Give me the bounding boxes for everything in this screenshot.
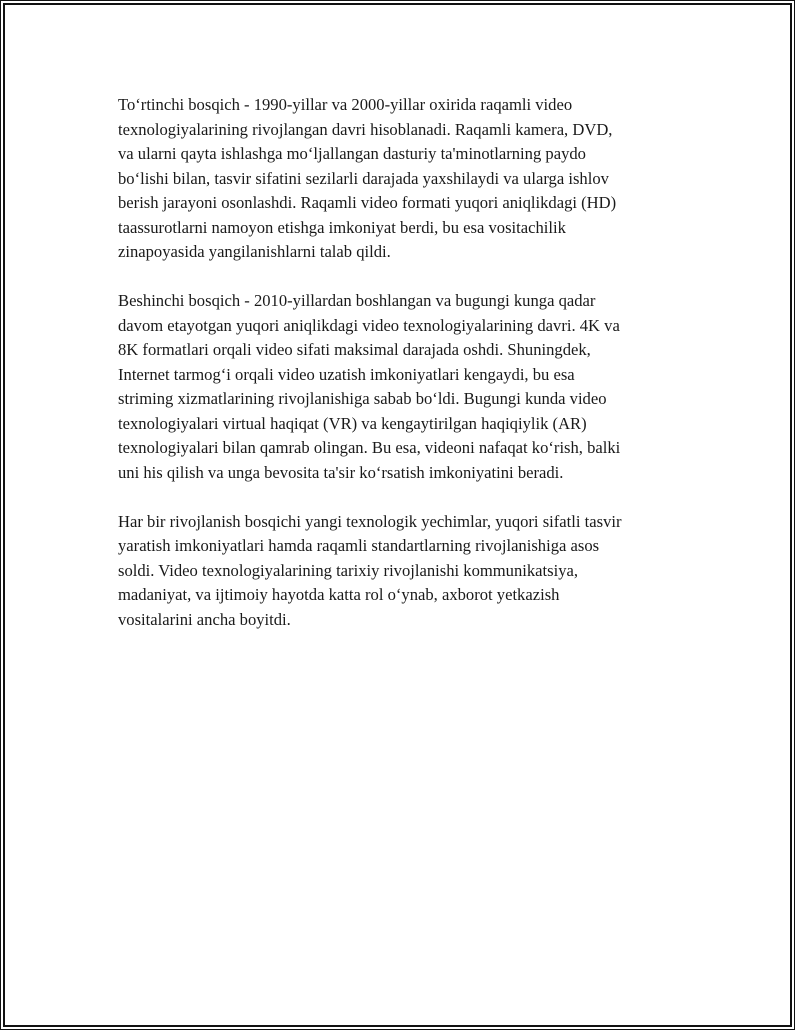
paragraph-fourth-stage: To‘rtinchi bosqich - 1990-yillar va 2000-yillar oxirida raqamli video texnologiyalarining rivojlangan davri hisoblanadi. Raqamli kamera, DVD, va ularni qayta ishlashga mo‘ljallangan dasturiy ta'minotlarning paydo bo‘lishi bilan, tasvir sifatini sezilarli darajada yaxshilaydi va ularga ishlov berish jarayoni osonlashdi. Raqamli video formati yuqori aniqlikdagi (HD) taassurotlarni namoyon etishga imkoniyat berdi, bu esa vositachilik zinapoyasida yangilanishlarni talab qildi.	[118, 95, 617, 261]
paragraph-fifth-stage: Beshinchi bosqich - 2010-yillardan boshlangan va bugungi kunga qadar davom etayotgan yuqori aniqlikdagi video texnologiyalarining davri. 4K va 8K formatlari orqali video sifati maksimal darajada oshdi. Shuningdek, Internet tarmog‘i orqali video uzatish imkoniyatlari kengaydi, bu esa striming xizmatlarining rivojlanishiga sabab bo‘ldi. Bugungi kunda video texnologiyalari virtual haqiqat (VR) va kengaytirilgan haqiqiylik (AR) texnologiyalari bilan qamrab olingan. Bu esa, videoni nafaqat ko‘rish, balki uni his qilish va unga bevosita ta'sir ko‘rsatish imkoniyatini beradi.	[118, 291, 621, 482]
paragraph-conclusion: Har bir rivojlanish bosqichi yangi texnologik yechimlar, yuqori sifatli tasvir yaratish imkoniyatlari hamda raqamli standartlarning rivojlanishiga asos soldi. Video texnologiyalarining tarixiy rivojlanishi kommunikatsiya, madaniyat, va ijtimoiy hayotda katta rol o‘ynab, axborot yetkazish vositalarini ancha boyitdi.	[118, 511, 622, 629]
document-body	[118, 93, 698, 657]
